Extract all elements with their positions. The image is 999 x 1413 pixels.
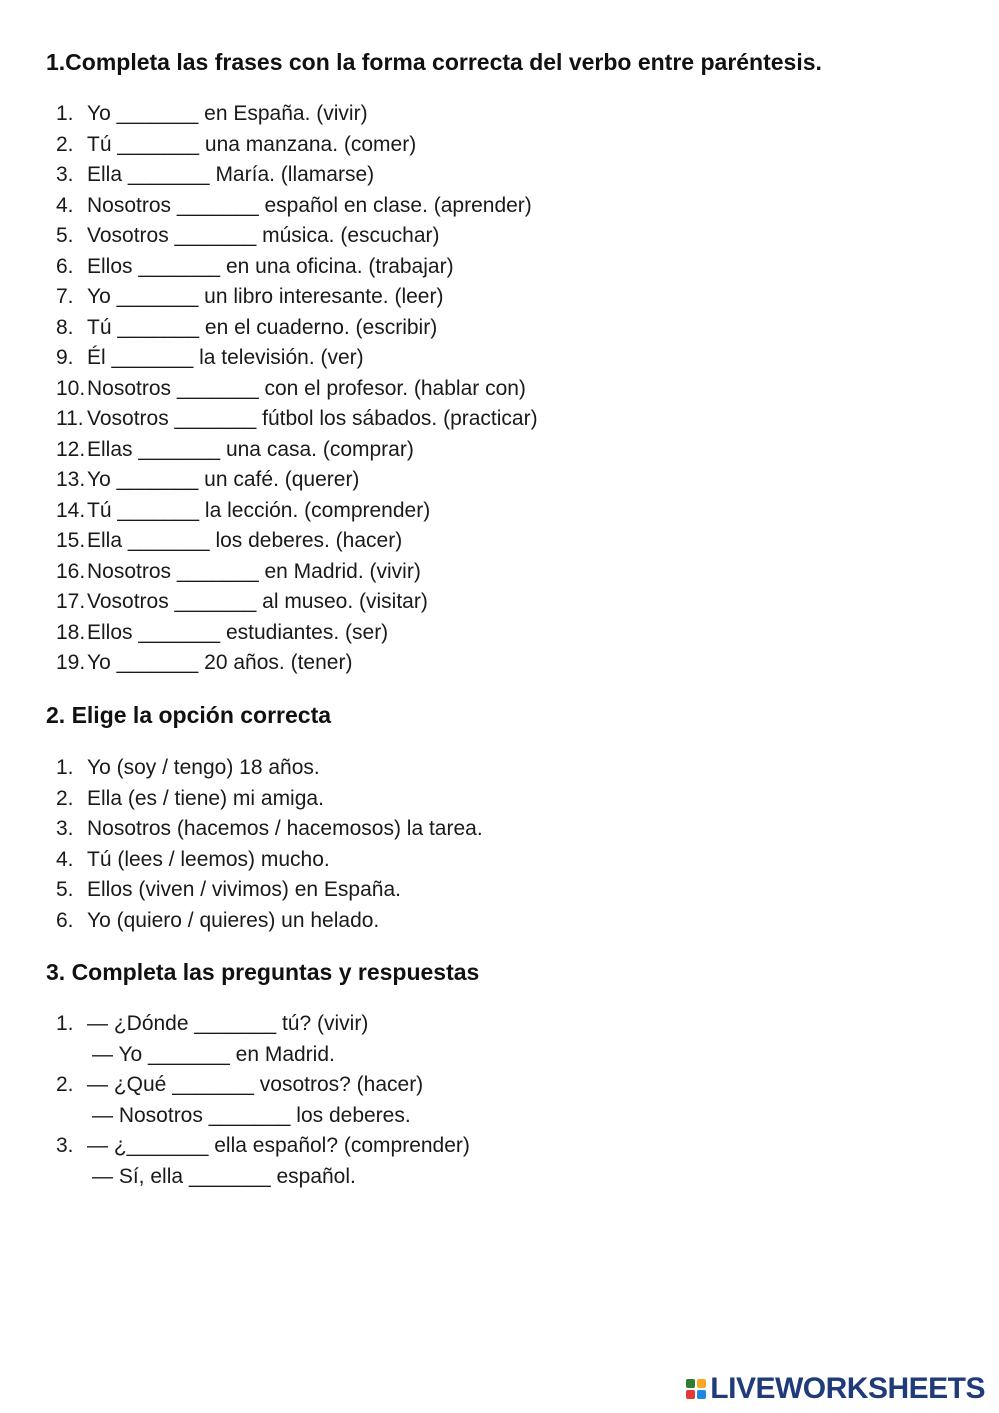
- item-text: Ella (es / tiene) mi amiga.: [87, 786, 324, 810]
- item-number: 2.: [56, 132, 74, 156]
- list-item: [56, 282, 538, 313]
- item-text: Yo (quiero / quieres) un helado.: [87, 908, 380, 932]
- list-item: [56, 374, 538, 405]
- item-number: 12.: [56, 437, 86, 461]
- list-item: [56, 526, 538, 557]
- section-1-title: 1.Completa las frases con la forma correcta del verbo entre paréntesis.: [46, 49, 822, 75]
- item-number: 17.: [56, 590, 86, 613]
- item-number: 16.: [56, 559, 86, 583]
- list-item: [56, 465, 538, 496]
- answer-line: [56, 1101, 470, 1132]
- item-number: 6.: [56, 908, 74, 932]
- section-1-list: [56, 99, 538, 679]
- question-text: — ¿_______ ella español? (comprender): [87, 1134, 470, 1157]
- list-item: [56, 906, 483, 937]
- list-item: [56, 343, 538, 374]
- question-line: [56, 1009, 470, 1040]
- list-item: [56, 753, 483, 784]
- item-number: 15.: [56, 529, 86, 552]
- item-text: Nosotros _______ español en clase. (aprender): [87, 193, 532, 217]
- section-3-title: 3. Completa las preguntas y respuestas: [46, 959, 480, 985]
- list-item: [56, 784, 483, 815]
- item-text: Yo _______ en España. (vivir): [87, 102, 368, 125]
- item-number: 5.: [56, 224, 74, 247]
- item-text: Nosotros _______ en Madrid. (vivir): [87, 559, 421, 583]
- item-text: Nosotros _______ con el profesor. (hablar con): [87, 376, 526, 400]
- item-text: Ellos (viven / vivimos) en España.: [87, 878, 401, 901]
- item-text: Tú (lees / leemos) mucho.: [87, 847, 330, 871]
- answer-text: — Nosotros _______ los deberes.: [92, 1103, 411, 1127]
- item-text: Nosotros (hacemos / hacemosos) la tarea.: [87, 817, 483, 840]
- section-1: [46, 47, 959, 77]
- answer-text: — Sí, ella _______ español.: [92, 1164, 356, 1188]
- list-item: [56, 814, 483, 845]
- question-text: — ¿Dónde _______ tú? (vivir): [87, 1012, 369, 1035]
- section-2-list: [56, 753, 483, 936]
- answer-text: — Yo _______ en Madrid.: [92, 1042, 335, 1066]
- qa-item: [56, 1070, 470, 1131]
- item-number: 14.: [56, 498, 86, 522]
- item-number: 4.: [56, 847, 74, 871]
- item-number: 13.: [56, 468, 86, 491]
- question-line: [56, 1131, 470, 1162]
- item-number: 1.: [56, 756, 74, 779]
- item-number: 18.: [56, 620, 86, 644]
- item-number: 3.: [56, 817, 74, 840]
- section-3-list: [56, 1009, 470, 1192]
- list-item: [56, 313, 538, 344]
- item-number: 10.: [56, 376, 86, 400]
- list-item: [56, 435, 538, 466]
- answer-line: [56, 1040, 470, 1071]
- question-line: [56, 1070, 470, 1101]
- item-number: 8.: [56, 315, 74, 339]
- item-text: Yo _______ 20 años. (tener): [87, 651, 353, 674]
- item-number: 2.: [56, 1073, 74, 1096]
- section-2-title: 2. Elige la opción correcta: [46, 702, 332, 728]
- item-text: Vosotros _______ fútbol los sábados. (practicar): [87, 407, 538, 430]
- item-text: Él _______ la televisión. (ver): [87, 346, 364, 369]
- item-text: Tú _______ en el cuaderno. (escribir): [87, 315, 438, 339]
- item-number: 19.: [56, 651, 86, 674]
- item-text: Vosotros _______ música. (escuchar): [87, 224, 440, 247]
- qa-item: [56, 1009, 470, 1070]
- item-number: 11.: [56, 407, 84, 430]
- item-text: Yo (soy / tengo) 18 años.: [87, 756, 320, 779]
- list-item: [56, 221, 538, 252]
- list-item: [56, 587, 538, 618]
- section-3: [46, 957, 959, 987]
- list-item: [56, 252, 538, 283]
- item-number: 9.: [56, 346, 74, 369]
- list-item: [56, 845, 483, 876]
- list-item: [56, 648, 538, 679]
- logo-mark-icon: [686, 1379, 706, 1399]
- list-item: [56, 130, 538, 161]
- logo-text: LIVEWORKSHEETS: [710, 1372, 985, 1405]
- qa-item: [56, 1131, 470, 1192]
- liveworksheets-logo: [686, 1373, 985, 1405]
- item-number: 4.: [56, 193, 74, 217]
- item-text: Vosotros _______ al museo. (visitar): [87, 590, 428, 613]
- question-text: — ¿Qué _______ vosotros? (hacer): [87, 1073, 424, 1096]
- item-text: Ellos _______ estudiantes. (ser): [87, 620, 389, 644]
- item-text: Ellas _______ una casa. (comprar): [87, 437, 414, 461]
- item-number: 6.: [56, 254, 74, 278]
- list-item: [56, 99, 538, 130]
- item-number: 3.: [56, 163, 74, 186]
- item-text: Ellos _______ en una oficina. (trabajar): [87, 254, 454, 278]
- item-number: 7.: [56, 285, 74, 308]
- list-item: [56, 404, 538, 435]
- list-item: [56, 496, 538, 527]
- list-item: [56, 160, 538, 191]
- list-item: [56, 191, 538, 222]
- item-text: Tú _______ la lección. (comprender): [87, 498, 431, 522]
- item-text: Yo _______ un café. (querer): [87, 468, 360, 491]
- item-text: Yo _______ un libro interesante. (leer): [87, 285, 444, 308]
- list-item: [56, 618, 538, 649]
- item-number: 3.: [56, 1134, 74, 1157]
- list-item: [56, 875, 483, 906]
- item-number: 1.: [56, 102, 74, 125]
- item-number: 5.: [56, 878, 74, 901]
- answer-line: [56, 1162, 470, 1193]
- item-text: Ella _______ los deberes. (hacer): [87, 529, 403, 552]
- section-2: [46, 700, 959, 730]
- item-number: 2.: [56, 786, 74, 810]
- item-number: 1.: [56, 1012, 74, 1035]
- item-text: Tú _______ una manzana. (comer): [87, 132, 417, 156]
- item-text: Ella _______ María. (llamarse): [87, 163, 375, 186]
- list-item: [56, 557, 538, 588]
